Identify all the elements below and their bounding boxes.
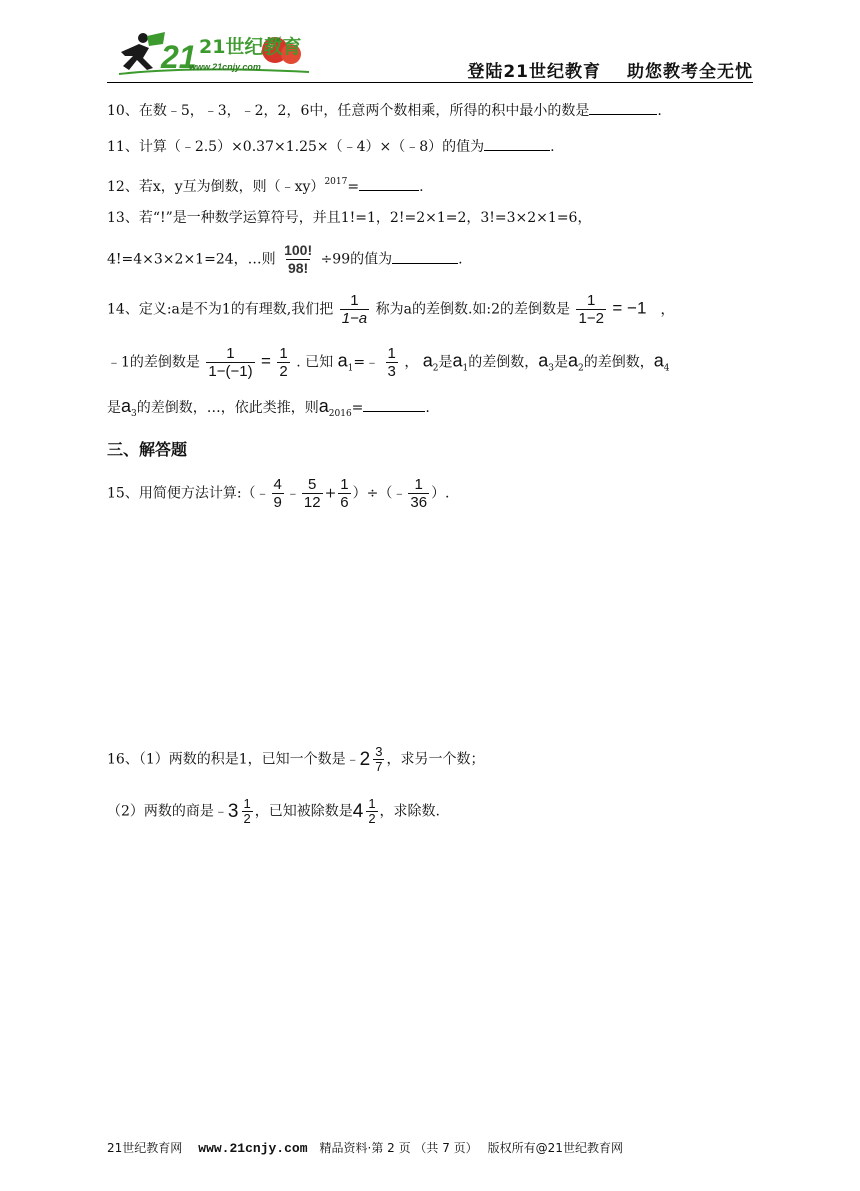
denominator: 36 — [410, 494, 428, 511]
answer-blank — [392, 249, 458, 264]
mixed-number-3-1-2 — [228, 797, 255, 826]
subscript: 2016 — [328, 409, 352, 419]
mixed-number-4-1-2 — [353, 797, 380, 826]
denominator: 98! — [287, 260, 309, 276]
answer-blank — [484, 136, 550, 151]
text-reciprocal-diff: 的差倒数， — [468, 354, 539, 371]
question-15-text-c: ）. — [431, 485, 450, 502]
var-a: a — [538, 350, 549, 371]
question-14-text-e: ﹣1的差倒数是 — [107, 354, 200, 371]
numerator: 5 — [308, 476, 317, 493]
question-12 — [107, 172, 424, 197]
denominator: 1−a — [341, 310, 368, 327]
var-a: a — [422, 350, 433, 371]
site-logo — [113, 28, 313, 82]
question-14-line2 — [107, 345, 670, 380]
question-16-text: 16、（1）两数的积是1，已知一个数是﹣ — [107, 751, 360, 768]
fraction-1-over-1-minus-neg1 — [206, 345, 254, 380]
question-14-text-g: . 已知 — [296, 354, 334, 371]
fraction-1-over-2 — [277, 345, 289, 380]
denominator: 6 — [340, 494, 349, 511]
question-13-text-3: ÷99的值为 — [320, 251, 393, 268]
question-16-text-b: ，求另一个数； — [386, 751, 485, 768]
numerator: 1 — [368, 796, 376, 811]
tagline-login: 登陆21世纪教育 — [467, 62, 601, 82]
fraction-4-9 — [272, 476, 284, 511]
minus: ﹣ — [285, 485, 300, 502]
subscript: 3 — [131, 409, 137, 419]
denominator: 2 — [368, 811, 376, 826]
mixed-number-2-3-7 — [360, 745, 387, 774]
equals: = — [347, 179, 360, 195]
comma: ， — [660, 301, 675, 318]
denominator: 9 — [273, 494, 282, 511]
question-14-text-n: 的差倒数，…，依此类推，则 — [136, 400, 319, 416]
whole: 4 — [352, 800, 364, 822]
equals: = — [351, 400, 364, 416]
period: . — [458, 251, 463, 268]
period: . — [657, 103, 662, 119]
page-footer — [107, 1139, 623, 1156]
text-is: 是 — [107, 400, 121, 416]
question-10-text: 10、在数﹣5，﹣3，﹣2，2，6中，任意两个数相乘，所得的积中最小的数是 — [107, 103, 590, 119]
exponent: 2017 — [324, 177, 348, 187]
question-11 — [107, 136, 555, 157]
logo-text: 21世纪教育 — [199, 36, 302, 58]
fraction-1-over-1-minus-2 — [576, 292, 605, 327]
tagline-slogan: 助您教考全无忧 — [627, 62, 753, 82]
question-15-text: 15、用简便方法计算:（﹣ — [107, 485, 270, 502]
denominator: 12 — [303, 494, 321, 511]
var-a: a — [452, 350, 463, 371]
numerator: 3 — [375, 744, 383, 759]
footer-page-number: 精品资料·第 2 页 （共 7 页） — [319, 1141, 478, 1155]
numerator: 4 — [273, 476, 282, 493]
question-16-part2 — [107, 797, 440, 826]
comma: ， — [404, 354, 419, 371]
section-heading: 三、解答题 — [107, 440, 188, 459]
question-13-text: 13、若“!”是一种数学运算符号，并且1!=1，2!=2×1=2，3!=3×2×1=6， — [107, 210, 592, 226]
fraction-1-6 — [338, 476, 350, 511]
answer-blank — [589, 100, 657, 115]
denominator: 7 — [375, 759, 383, 774]
question-13-text-2: 4!=4×3×2×1=24，…则 — [107, 251, 276, 268]
var-a: a — [318, 396, 329, 416]
question-13-line2 — [107, 242, 463, 277]
footer-copyright: 版权所有@21世纪教育网 — [487, 1141, 623, 1155]
footer-url[interactable]: www.21cnjy.com — [198, 1141, 308, 1156]
header-rule — [107, 82, 753, 83]
footer-site-name: 21世纪教育网 — [107, 1141, 183, 1155]
numerator: 1 — [279, 345, 288, 362]
question-14-text-b: 称为a的差倒数.如:2的差倒数是 — [375, 301, 571, 318]
text-reciprocal-diff: 的差倒数， — [583, 354, 654, 371]
subscript: 2 — [432, 363, 439, 374]
var-a: a — [653, 350, 664, 371]
subscript: 4 — [663, 363, 670, 374]
numerator: 1 — [414, 476, 423, 493]
numerator: 1 — [587, 292, 596, 309]
answer-blank — [363, 397, 425, 412]
whole: 2 — [359, 748, 371, 770]
numerator: 1 — [243, 796, 251, 811]
question-11-text: 11、计算（﹣2.5）×0.37×1.25×（﹣4）×（﹣8）的值为 — [107, 139, 485, 155]
question-14-line3 — [107, 396, 430, 424]
subscript: 1 — [462, 363, 469, 374]
question-10 — [107, 100, 662, 121]
var-a: a — [337, 350, 348, 371]
question-16-text-c: （2）两数的商是﹣ — [107, 803, 228, 820]
numerator: 1 — [226, 345, 235, 362]
denominator: 1−2 — [578, 310, 604, 327]
question-14-line1 — [107, 292, 674, 327]
equals: = — [261, 351, 271, 371]
fraction-100-factorial — [282, 242, 314, 277]
header-tagline — [467, 57, 753, 82]
question-15 — [107, 476, 450, 511]
plus: + — [324, 485, 337, 502]
answer-blank — [359, 176, 419, 191]
logo-url: www.21cnjy.com — [189, 62, 261, 72]
question-16-text-d: ，已知被除数是 — [254, 803, 353, 820]
subscript: 3 — [548, 363, 555, 374]
equals-minus: =﹣ — [353, 354, 380, 371]
period: . — [425, 400, 430, 416]
fraction-1-over-1-minus-a — [340, 292, 369, 327]
var-a: a — [121, 396, 132, 416]
numerator: 1 — [350, 292, 359, 309]
numerator: 100! — [284, 242, 313, 258]
question-13-line1 — [107, 208, 591, 228]
subscript: 2 — [578, 363, 584, 374]
period: . — [550, 139, 555, 155]
text-is: 是 — [438, 354, 453, 371]
whole: 3 — [227, 800, 239, 822]
question-12-text: 12、若x，y互为倒数，则（﹣xy） — [107, 179, 325, 195]
question-14-text: 14、定义:a是不为1的有理数,我们把 — [107, 301, 334, 318]
numerator: 1 — [387, 345, 396, 362]
denominator: 1−(−1) — [208, 363, 253, 380]
subscript: 1 — [347, 363, 354, 374]
text-is: 是 — [554, 354, 569, 371]
fraction-1-over-3 — [386, 345, 398, 380]
denominator: 2 — [243, 811, 251, 826]
logo-number: 21 — [161, 39, 197, 75]
fraction-5-12 — [302, 476, 323, 511]
denominator: 3 — [387, 363, 396, 380]
denominator: 2 — [279, 363, 288, 380]
equals-minus-one: = −1 — [612, 298, 647, 318]
question-15-text-b: ）÷（﹣ — [352, 485, 407, 502]
question-16-part1 — [107, 745, 484, 774]
fraction-1-36 — [408, 476, 429, 511]
var-a: a — [568, 350, 579, 371]
numerator: 1 — [340, 476, 349, 493]
question-16-text-e: ，求除数. — [379, 803, 440, 820]
period: . — [419, 179, 424, 195]
